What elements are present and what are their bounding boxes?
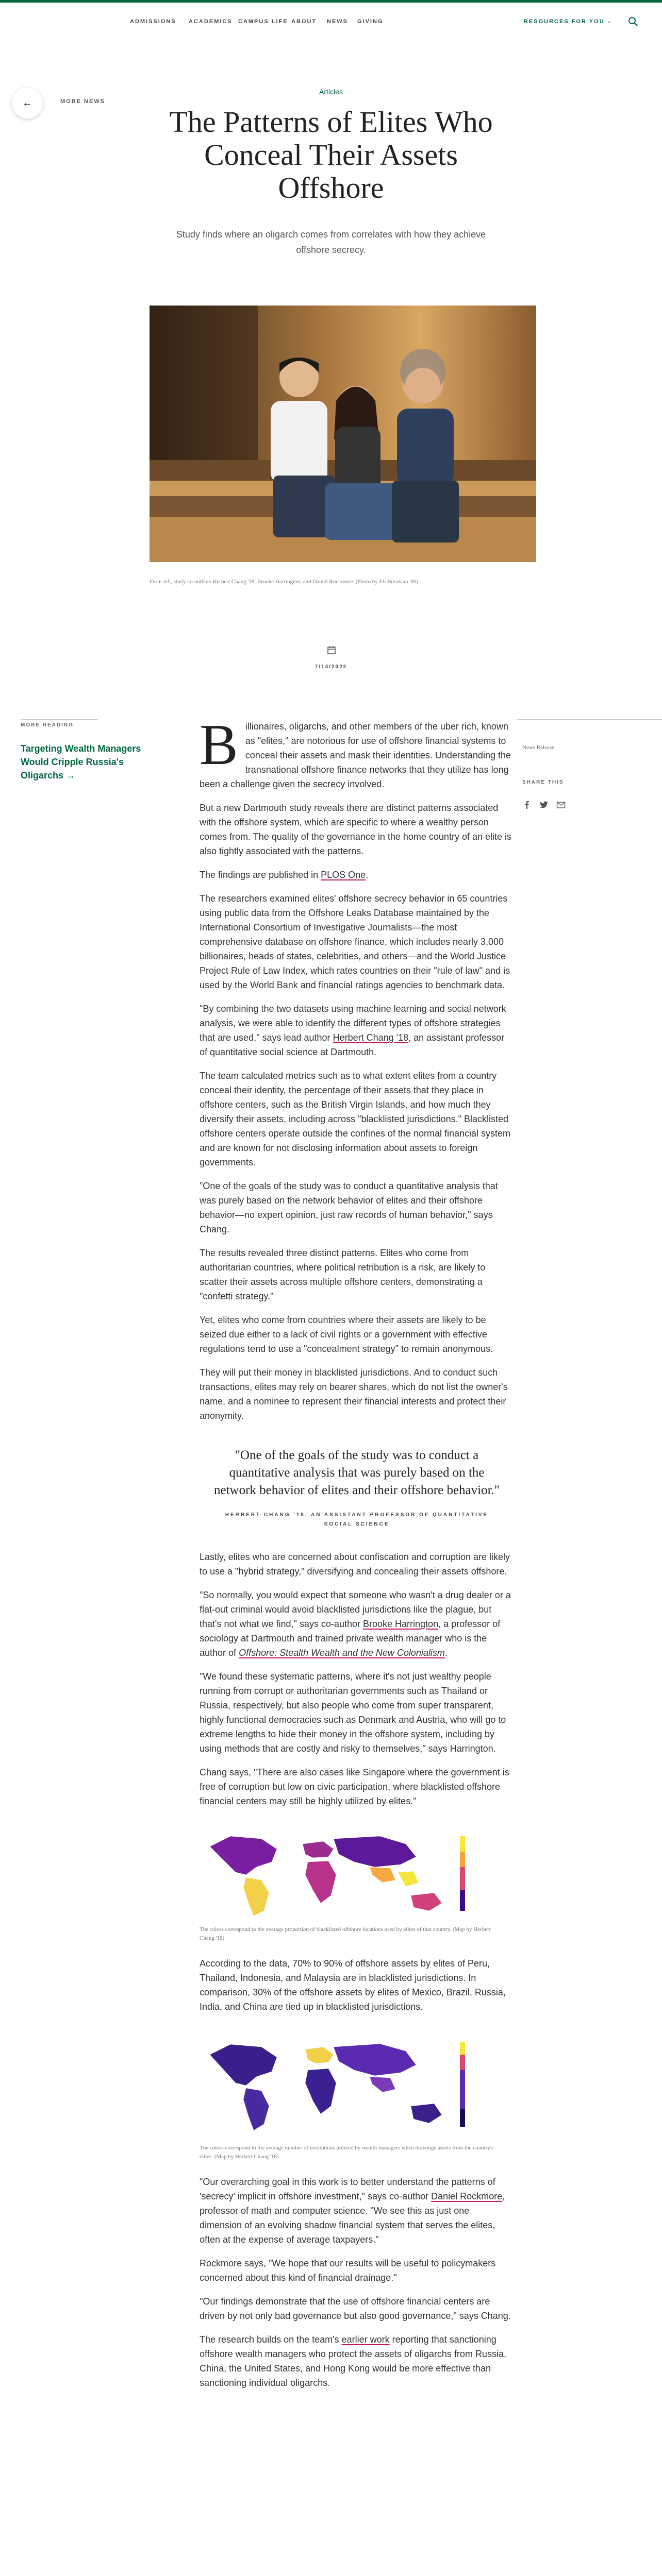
calendar-icon: [327, 646, 336, 655]
world-map-institutions: [200, 2031, 488, 2140]
twitter-icon[interactable]: [539, 800, 549, 809]
pull-quote-attribution: HERBERT CHANG '18, AN ASSISTANT PROFESSOR OF QUANTITATIVE SOCIAL SCIENCE: [225, 1512, 489, 1527]
institutions-map-figure: [200, 2031, 514, 2140]
photo-caption: From left, study co-authors Herbert Chang '18, Brooke Harrington, and Daniel Rockmore. (Photo by Eli Burakian '00): [150, 579, 418, 585]
paragraph-text: illionaires, oligarchs, and other members of the uber rich, known as "elites," are notorious for use of offshore financial systems to conceal their assets and mask their identities. Understanding the transnational offshore finance networks that they utilize has long been a challenge given the secrecy involved.: [200, 721, 511, 789]
article-deck: Study finds where an oligarch comes from correlates with how they achieve offshore secrecy.: [176, 229, 486, 255]
share-icons: [522, 800, 584, 810]
paragraph: "Our findings demonstrate that the use of offshore financial centers are driven by not only bad governance but also good governance," says Chang.: [200, 2296, 511, 2321]
story-type[interactable]: News Release: [522, 744, 555, 751]
article-kicker[interactable]: Articles: [319, 88, 343, 96]
paragraph-text: .: [444, 1648, 448, 1658]
paragraph: The researchers examined elites' offshore secrecy behavior in 65 countries using public data from the Offshore Leaks Database maintained by the International Consortium of Investigative Journalists—the most comprehensive database on offshore finance, which includes nearly 3,000 billionaires, heads of states, celebrities, and others—and the World Justice Project Rule of Law Index, which rates countries on their "rule of law" and is used by the World Bank and financial ratings agencies to benchmark data.: [200, 893, 510, 990]
daniel-rockmore-link[interactable]: Daniel Rockmore: [431, 2191, 503, 2201]
nav-academics[interactable]: ACADEMICS: [189, 19, 233, 25]
blacklist-map-figure: [200, 1826, 514, 1921]
chevron-down-icon[interactable]: ⌄: [607, 18, 612, 24]
main-nav: [0, 19, 662, 29]
more-reading-link-text[interactable]: Targeting Wealth Managers Would Cripple Russia's Oligarchs: [21, 743, 141, 781]
paragraph-text: The research builds on the team's: [200, 2334, 342, 2345]
email-icon[interactable]: [556, 800, 566, 809]
offshore-book-link[interactable]: Offshore: Stealth Wealth and the New Colonialism: [239, 1648, 445, 1658]
paragraph: Chang says, "There are also cases like Singapore where the government is free of corruption but low on civic participation, where blacklisted offshore financial centers may still be highly utilized by elites.": [200, 1767, 509, 1806]
paragraph: "One of the goals of the study was to conduct a quantitative analysis that was purely based on the network behavior of elites and their offshore behavior—no expert opinion, just raw records of human behavior," says Chang.: [200, 1181, 498, 1234]
article-body: [200, 713, 514, 2399]
paragraph: [200, 2332, 514, 2390]
arrow-right-icon: →: [66, 770, 76, 781]
paragraph: [200, 1002, 514, 1059]
paragraph-text: , professor of math and computer science. "We see this as just one dimension of an evolving shadow financial system that serves the elites, often at the expense of average taxpayers.": [200, 2191, 505, 2245]
paragraph: But a new Dartmouth study reveals there are distinct patterns associated with the offshore system, which are specific to where a wealthy person comes from. The quality of the governance in the home country of an elite is also tightly associated with the patterns.: [200, 803, 511, 856]
paragraph: According to the data, 70% to 90% of offshore assets by elites of Peru, Thailand, Indonesia, and Malaysia are in blacklisted jurisdictions. In comparison, 30% of the offshore assets by elites of Mexico, Brazil, Russia, India, and China are tied up in blacklisted jurisdictions.: [200, 1958, 506, 2012]
herbert-chang-link[interactable]: Herbert Chang '18: [333, 1032, 409, 1043]
paragraph: [200, 2175, 514, 2247]
paragraph-text: "By combining the two datasets using machine learning and social network analysis, we were able to identify the different types of offshore strategies that are used," says lead author: [200, 1004, 506, 1043]
nav-admissions[interactable]: ADMISSIONS: [130, 19, 176, 25]
map-caption: The colors correspond to the average number of institutions utilized by wealth managers when drawings assets from the country's elites. (Map by Herbert Chang '18): [200, 2145, 494, 2160]
paragraph-intro: [200, 713, 514, 791]
paragraph: The team calculated metrics such as to what extent elites from a country conceal their identity, the percentage of their assets that they place in offshore centers, such as the British Virgin Islands, and how much they diversify their assets, including across "blacklisted jurisdictions." Blacklisted offshore centers operate outside the confines of the normal financial system and are known for not disclosing information about assets to foreign governments.: [200, 1071, 511, 1167]
pull-quote: [210, 1447, 504, 1529]
paragraph-text: .: [366, 870, 369, 880]
paragraph-text: The findings are published in: [200, 870, 321, 880]
divider: [517, 719, 662, 720]
share-label: SHARE THIS: [522, 779, 564, 785]
more-news-link[interactable]: MORE NEWS: [60, 98, 106, 105]
nav-campus-life[interactable]: CAMPUS LIFE: [238, 19, 288, 25]
paragraph-text: reporting that sanctioning offshore wealth managers who protect the assets of oligarchs from Russia, China, the United States, and Hong Kong would be more effective than sanctioning individual oligarchs.: [200, 2334, 506, 2388]
publish-date: 7/14/2022: [315, 664, 347, 670]
paragraph: Lastly, elites who are concerned about confiscation and corruption are likely to use a "hybrid strategy," diversifying and concealing their assets offshore.: [200, 1552, 510, 1577]
hero-photo: [150, 306, 536, 562]
paragraph-text: , an assistant professor of quantitative social science at Dartmouth.: [200, 1032, 505, 1057]
search-icon[interactable]: [628, 16, 638, 27]
drop-cap: B: [200, 713, 238, 777]
more-reading-link[interactable]: [21, 742, 155, 782]
map-caption: The colors correspond to the average proportion of blacklisted offshore locations used by elites of that country. (Map by Herbert Chang '18): [200, 1926, 491, 1941]
paragraph: They will put their money in blacklisted jurisdictions. And to conduct such transactions, elites may rely on bearer shares, which do not list the owner's name, and a nominee to represent their financial interests and protect their anonymity.: [200, 1367, 508, 1421]
paragraph: [200, 868, 514, 882]
paragraph-text: , a professor of sociology at Dartmouth and trained private wealth manager who is the author of: [200, 1619, 501, 1658]
plos-one-link[interactable]: PLOS One: [321, 870, 366, 880]
world-map-blacklist-proportion: [200, 1826, 488, 1921]
arrow-left-icon: ←: [22, 97, 32, 109]
paragraph: "We found these systematic patterns, where it's not just wealthy people running from corrupt or authoritarian governments such as Thailand or Russia, respectively, but also people who come from super transparent, highly functional democracies such as Denmark and Austria, who will go to extreme lengths to hide their money in the offshore system, including by using methods that are costly and risky to themselves," says Harrington.: [200, 1671, 506, 1754]
paragraph: [200, 1588, 514, 1660]
nav-giving[interactable]: GIVING: [357, 19, 384, 25]
facebook-icon[interactable]: [522, 800, 532, 809]
paragraph: The results revealed three distinct patterns. Elites who come from authoritarian countries, where political retribution is a risk, are likely to scatter their assets across multiple offshore centers, demonstrating a "confetti strategy.": [200, 1248, 486, 1301]
pull-quote-text: "One of the goals of the study was to conduct a quantitative analysis that was purely based on the network behavior of elites and their offshore behavior.": [213, 1448, 500, 1497]
divider: [21, 719, 98, 720]
paragraph-text: "So normally, you would expect that someone who wasn't a drug dealer or a flat-out criminal would avoid blacklisted jurisdictions like the plague, but that's not what we find," says co-author: [200, 1590, 511, 1629]
nav-resources-for-you[interactable]: RESOURCES FOR YOU: [524, 19, 605, 25]
brooke-harrington-link[interactable]: Brooke Harrington: [363, 1619, 439, 1629]
paragraph: Yet, elites who come from countries where their assets are likely to be seized due either to a lack of civil rights or a government with effective regulations tend to use a "concealment strategy" to remain anonymous.: [200, 1315, 493, 1354]
paragraph: Rockmore says, "We hope that our results will be useful to policymakers concerned about this kind of financial drainage.": [200, 2258, 496, 2283]
more-reading-label: MORE READING: [21, 722, 74, 728]
top-navigation-bar: [0, 0, 662, 26]
page-title: The Patterns of Elites Who Conceal Their Assets Offshore: [169, 105, 493, 205]
earlier-work-link[interactable]: earlier work: [341, 2334, 390, 2345]
nav-news[interactable]: NEWS: [327, 19, 348, 25]
paragraph-text: "Our overarching goal in this work is to better understand the patterns of 'secrecy' implicit in offshore investment," says co-author: [200, 2177, 495, 2201]
nav-about[interactable]: ABOUT: [291, 19, 317, 25]
